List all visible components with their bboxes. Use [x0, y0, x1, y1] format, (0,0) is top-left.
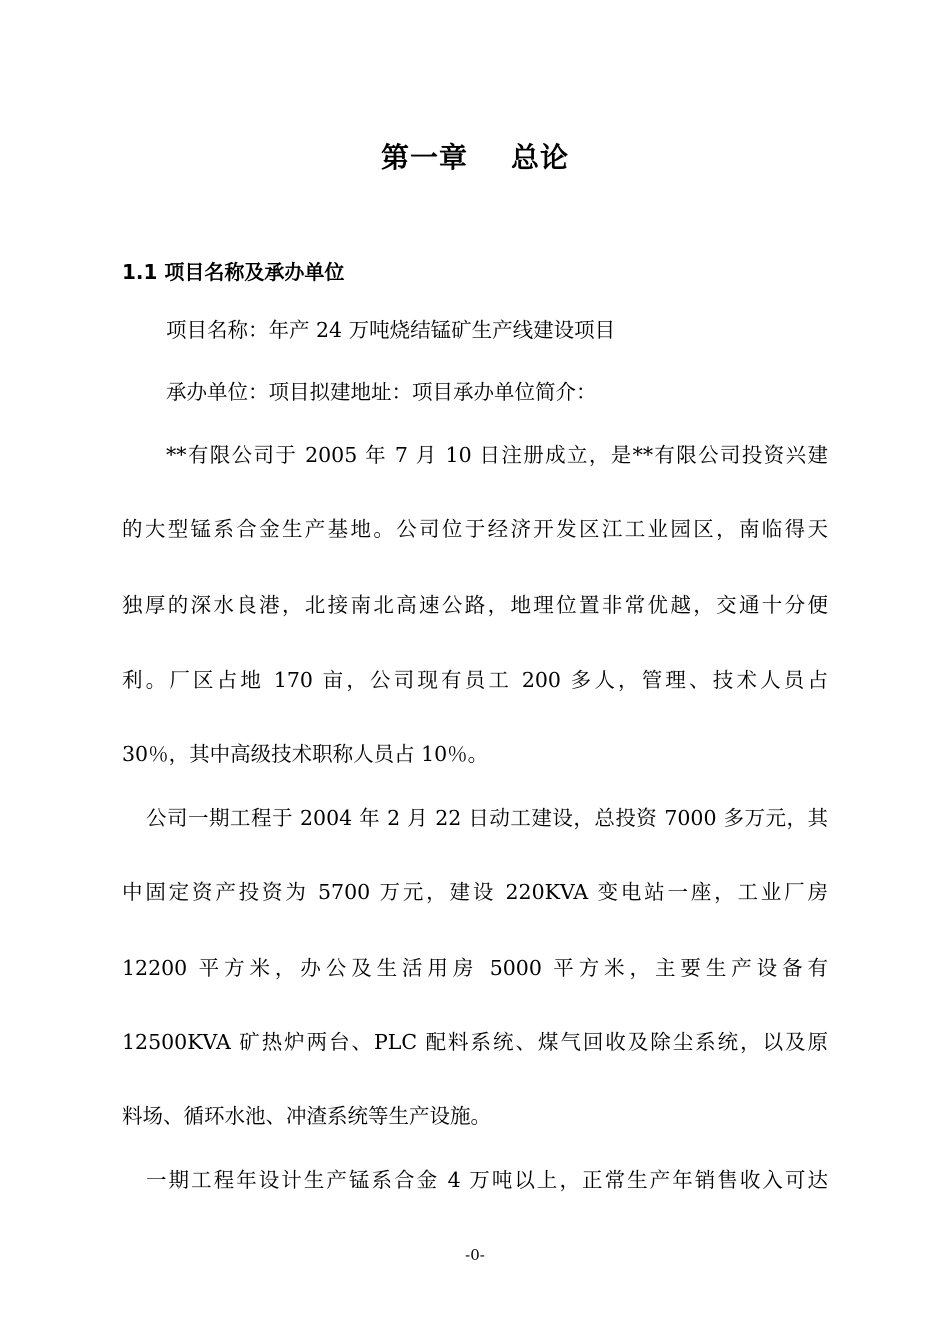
paragraph1-line-3: 独厚的深水良港，北接南北高速公路，地理位置非常优越，交通十分便 — [122, 593, 828, 617]
paragraph3-line-1: 一期工程年设计生产锰系合金 4 万吨以上，正常生产年销售收入可达 — [146, 1168, 828, 1192]
paragraph2-line-1: 公司一期工程于 2004 年 2 月 22 日动工建设，总投资 7000 多万元，其 — [146, 806, 828, 830]
paragraph1-line-4: 利。厂区占地 170 亩，公司现有员工 200 多人，管理、技术人员占 — [122, 668, 828, 692]
project-name-line: 项目名称：年产 24 万吨烧结锰矿生产线建设项目 — [166, 318, 616, 342]
paragraph2-line-5: 料场、循环水池、冲渣系统等生产设施。 — [122, 1104, 491, 1128]
paragraph1-line-2: 的大型锰系合金生产基地。公司位于经济开发区江工业园区，南临得天 — [122, 517, 828, 541]
undertaker-line: 承办单位：项目拟建地址：项目承办单位简介： — [166, 380, 597, 404]
paragraph2-line-3: 12200 平方米，办公及生活用房 5000 平方米，主要生产设备有 — [122, 956, 828, 980]
paragraph2-line-4: 12500KVA 矿热炉两台、PLC 配料系统、煤气回收及除尘系统，以及原 — [122, 1030, 828, 1054]
page-number: -0- — [465, 1246, 485, 1264]
section-heading: 1.1 项目名称及承办单位 — [122, 260, 345, 284]
paragraph1-line-1: **有限公司于 2005 年 7 月 10 日注册成立，是**有限公司投资兴建 — [166, 443, 828, 467]
chapter-title: 第一章 总论 — [381, 141, 569, 174]
paragraph1-line-5: 30％，其中高级技术职称人员占 10％。 — [122, 742, 489, 766]
paragraph2-line-2: 中固定资产投资为 5700 万元，建设 220KVA 变电站一座，工业厂房 — [122, 880, 828, 904]
